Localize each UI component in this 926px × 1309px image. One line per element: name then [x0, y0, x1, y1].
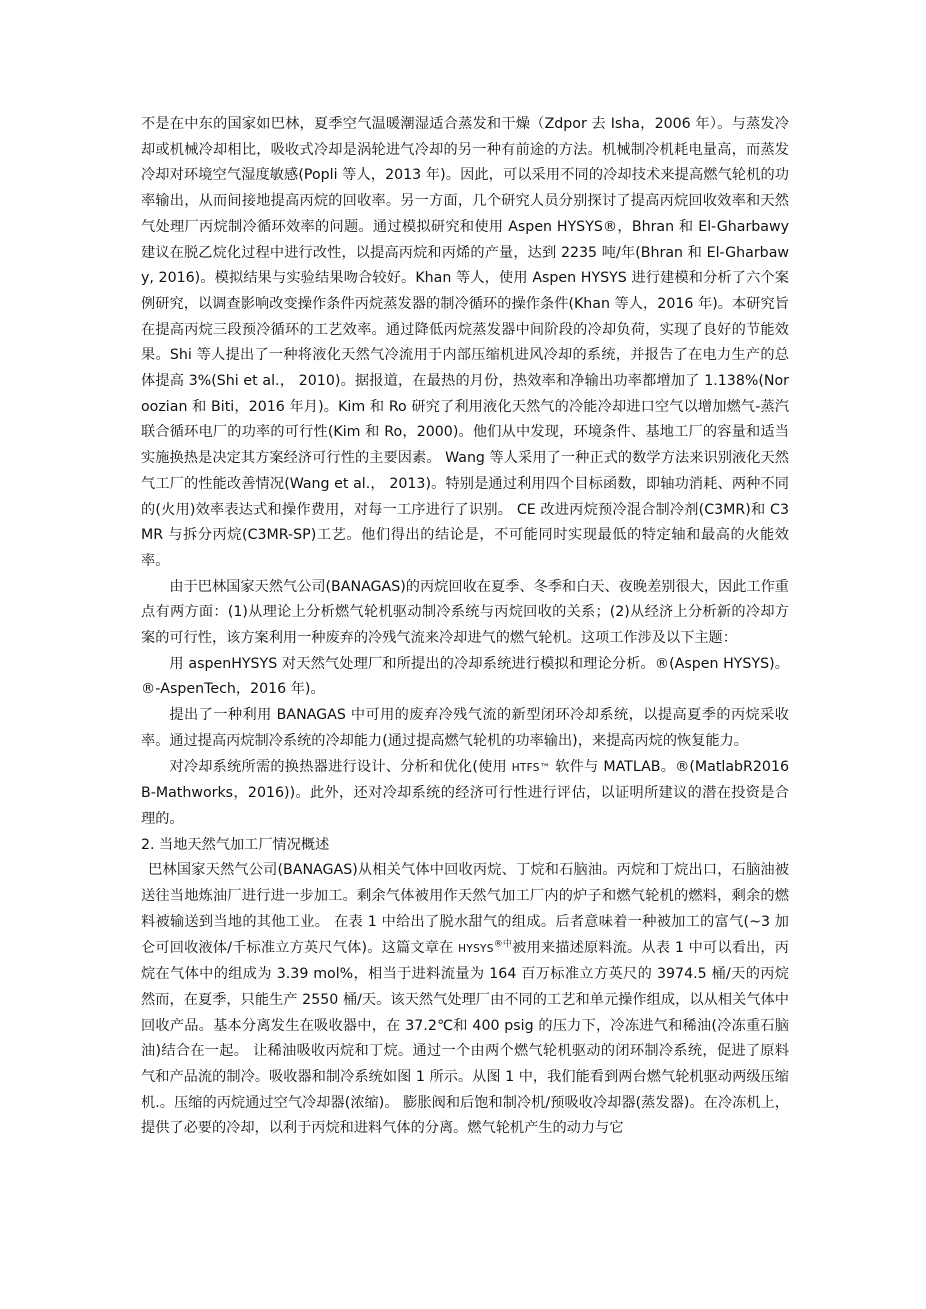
text-run: 对冷却系统所需的换热器进行设计、分析和优化(使用 [169, 758, 512, 775]
small-caps-text: HYSYS [458, 942, 494, 955]
superscript-text: ®中 [493, 938, 513, 949]
paragraph-topic-cooling-system: 提出了一种利用 BANAGAS 中可用的废弃冷残气流的新型闭环冷却系统，以提高夏季的丙烷采收率。通过提高丙烷制冷系统的冷却能力(通过提高燃气轮机的功率输出)，来提高丙烷的恢复能力。 [141, 707, 789, 749]
paragraph-work-focus: 由于巴林国家天然气公司(BANAGAS)的丙烷回收在夏季、冬季和白天、夜晚差别很大，因此工作重点有两方面：(1)从理论上分析燃气轮机驱动制冷系统与丙烷回收的关系；(2)从经济上分析新的冷却方案的可行性，该方案利用一种废弃的冷残气流来冷却进气的燃气轮机。这项工作涉及以下主题： [141, 578, 789, 647]
text-run: 被用来描述原料流。从表 1 中可以看出，丙烷在气体中的组成为 3.39 mol%，相当于进料流量为 164 百万标准立方英尺的 3974.5 桶/天的丙烷然而，在夏季，只能生产 2550 桶/天。该天然气处理厂由不同的工艺和单元操作组成，以从相关气体中回收产品。基本分离发生在吸收器中，在 37.2℃和 400 psig 的压力下，冷冻进气和稀油(冷冻重石脑油)结合在一起。 让稀油吸收丙烷和丁烷。通过一个由两个燃气轮机驱动的闭环制冷系统，促进了原料气和产品流的制冷。吸收器和制冷系统如图 1 所示。从图 1 中，我们能看到两台燃气轮机驱动两级压缩机.。压缩的丙烷通过空气冷却器(浓缩)。 膨胀阀和后饱和制冷机/预吸收冷却器(蒸发器)。在冷冻机上，提供了必要的冷却，以利于丙烷和进料气体的分离。燃气轮机产生的动力与它 [141, 939, 789, 1137]
text-run: 软件与 MATLAB。®(MatlabR2016B-Mathworks，2016))。此外，还对冷却系统的经济可行性进行评估，以证明所建议的潜在投资是合理的。 [141, 758, 790, 827]
small-caps-text: HTFS™ [511, 761, 551, 774]
paragraph-topic-simulation: 用 aspenHYSYS 对天然气处理厂和所提出的冷却系统进行模拟和理论分析。®(Aspen HYSYS)。®-AspenTech，2016 年)。 [141, 655, 789, 698]
paragraph-topic-heat-exchanger [141, 755, 789, 833]
paragraph-plant-overview [141, 858, 789, 1142]
text-run: 巴林国家天然气公司(BANAGAS)从相关气体中回收丙烷、丁烷和石脑油。丙烷和丁烷出口，石脑油被送往当地炼油厂进行进一步加工。剩余气体被用作天然气加工厂内的炉子和燃气轮机的燃料，剩余的燃料被输送到当地的其他工业。 在表 1 中给出了脱水甜气的组成。后者意味着一种被加工的富气(~3 加仑可回收液体/千标准立方英尺气体)。这篇文章在 [141, 862, 789, 956]
section-heading: 2. 当地天然气加工厂情况概述 [141, 836, 330, 853]
document-page [141, 112, 789, 1142]
paragraph-intro: 不是在中东的国家如巴林，夏季空气温暖潮湿适合蒸发和干燥（Zdpor 去 Isha，2006 年）。与蒸发冷却或机械冷却相比，吸收式冷却是涡轮进气冷却的另一种有前途的方法。机械制冷机耗电量高，而蒸发冷却对环境空气湿度敏感(Popli 等人，2013 年)。因此，可以采用不同的冷却技术来提高燃气轮机的功率输出，从而间接地提高丙烷的回收率。另一方面，几个研究人员分别探讨了提高丙烷回收效率和天然气处理厂丙烷制冷循环效率的问题。通过模拟研究和使用 Aspen HYSYS®，Bhran 和 El-Gharbawy 建议在脱乙烷化过程中进行改性，以提高丙烷和丙烯的产量，达到 2235 吨/年(Bhran 和 El-Gharbawy, 2016)。模拟结果与实验结果吻合较好。Khan 等人，使用 Aspen HYSYS 进行建模和分析了六个案例研究，以调查影响改变操作条件丙烷蒸发器的制冷循环的操作条件(Khan 等人，2016 年)。本研究旨在提高丙烷三段预冷循环的工艺效率。通过降低丙烷蒸发器中间阶段的冷却负荷，实现了良好的节能效果。Shi 等人提出了一种将液化天然气冷流用于内部压缩机进风冷却的系统，并报告了在电力生产的总体提高 3%(Shi et al.， 2010)。据报道，在最热的月份，热效率和净输出功率都增加了 1.138%(Noroozian 和 Biti，2016 年月)。Kim 和 Ro 研究了利用液化天然气的冷能冷却进口空气以增加燃气-蒸汽联合循环电厂的功率的可行性(Kim 和 Ro，2000)。他们从中发现，环境条件、基地工厂的容量和适当实施换热是决定其方案经济可行性的主要因素。 Wang 等人采用了一种正式的数学方法来识别液化天然气工厂的性能改善情况(Wang et al.， 2013)。特别是通过利用四个目标函数，即轴功消耗、两种不同的(火用)效率表达式和操作费用，对每一工序进行了识别。 CE 改进丙烷预冷混合制冷剂(C3MR)和 C3MR 与拆分丙烷(C3MR-SP)工艺。他们得出的结论是，不可能同时实现最低的特定轴和最高的火能效率。 [141, 116, 789, 569]
